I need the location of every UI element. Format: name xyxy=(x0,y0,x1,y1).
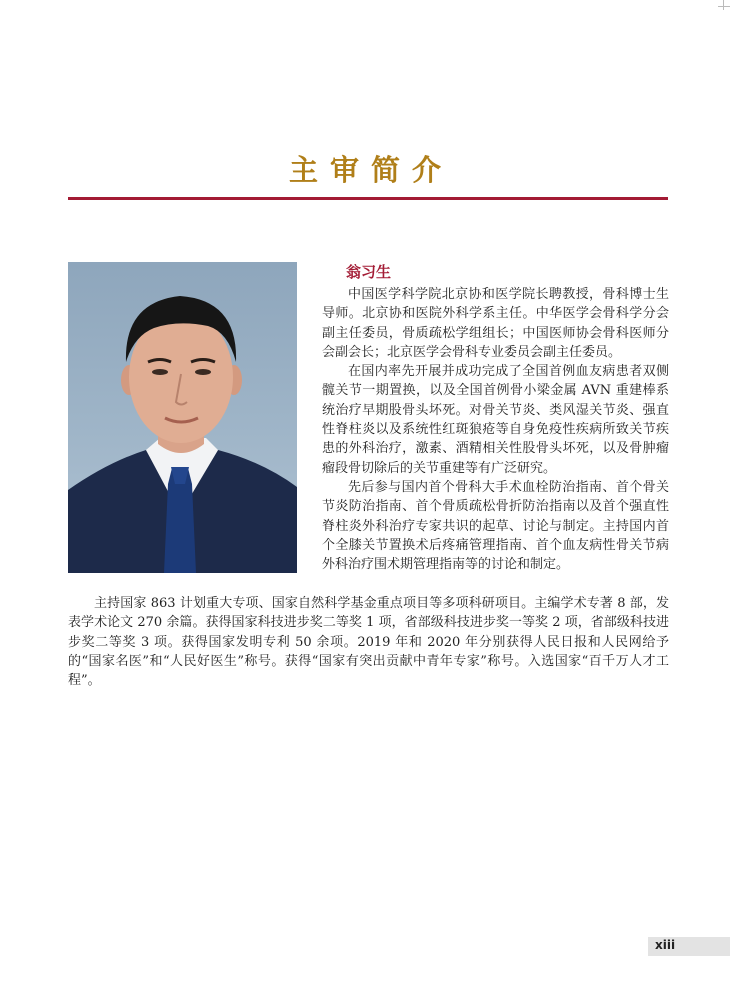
page-number: xiii xyxy=(655,938,676,952)
bio-full-width xyxy=(68,594,669,690)
bio-paragraph: 主持国家 863 计划重大专项、国家自然科学基金重点项目等多项科研项目。主编学术专著 8 部，发表学术论文 270 余篇。获得国家科技进步奖二等奖 1 项，省部级科技进步奖一等奖 2 项，省部级科技进步奖二等奖 3 项。获得国家发明专利 50 余项。2019 年和 2020 年分别获得人民日报和人民网给予的“国家名医”和“人民好医生”称号。获得“国家有突出贡献中青年专家”称号。入选国家“百千万人才工程”。 xyxy=(68,596,669,689)
profile-name: 翁习生 xyxy=(346,263,392,281)
profile-photo xyxy=(68,262,297,573)
bio-paragraph: 先后参与国内首个骨科大手术血栓防治指南、首个骨关节炎防治指南、首个骨质疏松骨折防治指南以及首个强直性脊柱炎外科治疗专家共识的起草、讨论与制定。主持国内首个全膝关节置换术后疼痛管理指南、首个血友病性骨关节病外科治疗围术期管理指南等的讨论和制定。 xyxy=(322,479,669,573)
title-divider xyxy=(68,197,668,200)
bio-beside-photo xyxy=(322,285,669,574)
page-number-box xyxy=(648,937,730,956)
page-title: 主审简介 xyxy=(288,153,453,187)
crop-mark xyxy=(716,0,730,10)
bio-paragraph: 在国内率先开展并成功完成了全国首例血友病患者双侧髋关节一期置换，以及全国首例骨小梁金属 AVN 重建棒系统治疗早期股骨头坏死。对骨关节炎、类风湿关节炎、强直性脊柱炎以及系统性红斑狼疮等自身免疫性疾病所致关节疾患的外科治疗，激素、酒精相关性股骨头坏死，以及骨肿瘤瘤段骨切除后的关节重建等有广泛研究。 xyxy=(322,364,669,476)
bio-paragraph: 中国医学科学院北京协和医学院长聘教授，骨科博士生导师。北京协和医院外科学系主任。中华医学会骨科学分会副主任委员，骨质疏松学组组长；中国医师协会骨科医师分会副会长；北京医学会骨科专业委员会副主任委员。 xyxy=(322,287,669,360)
